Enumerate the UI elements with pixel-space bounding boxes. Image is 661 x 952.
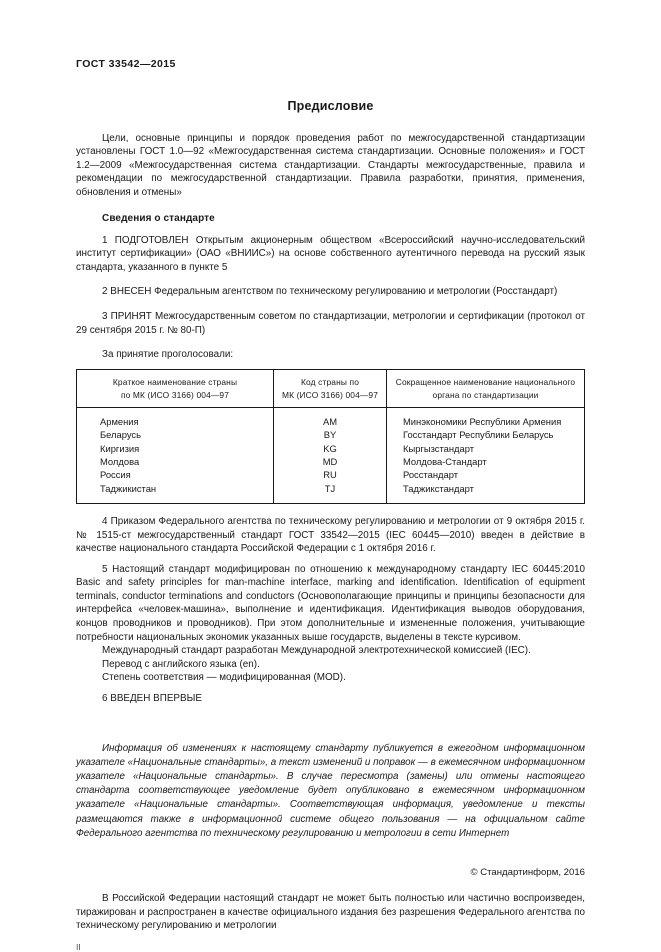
cell-organization-list xyxy=(387,408,585,504)
spacer xyxy=(76,841,585,867)
table-header-row xyxy=(77,370,585,408)
changes-notice: Информация об изменениях к настоящему стандарту публикуется в ежегодном информационном указателе «Национальные стандарты», а текст изменений и поправок — в ежемесячном информационном указателе «Национальные стандарты». В случае пересмотра (замены) или отмены настоящего стандарта соответствующее уведомление будет опубликовано в ежемесячном информационном указателе «Национальные стандарты». Соответствующая информация, уведомление и тексты размещаются также в информационной системе общего пользования — на официальном сайте Федерального агентства по техническому регулированию и метрологии в сети Интернет xyxy=(76,742,585,839)
country-name: Молдова xyxy=(100,456,140,468)
column-header-organization-line2: органа по стандартизации xyxy=(432,389,539,400)
country-name: Киргизия xyxy=(100,442,140,454)
standard-info-item-3: 3 ПРИНЯТ Межгосударственным советом по стандартизации, метрологии и сертификации (протокол от 29 сентября 2015 г. № 80-П) xyxy=(76,310,585,336)
country-code: AM xyxy=(322,416,338,428)
reproduction-notice: В Российской Федерации настоящий стандарт не может быть полностью или частично воспроизведен, тиражирован и распространен в качестве официального издания без разрешения Федерального агентства по техническому регулированию и метрологии xyxy=(76,893,585,932)
country-code: MD xyxy=(322,456,338,468)
column-header-code xyxy=(274,370,387,408)
organization-name: Молдова-Стандарт xyxy=(403,456,487,468)
spacer xyxy=(76,504,585,515)
table-row xyxy=(77,408,585,504)
running-head: ГОСТ 33542—2015 xyxy=(76,58,176,70)
column-header-code-line2: МК (ИСО 3166) 004—97 xyxy=(281,389,379,400)
spacer xyxy=(76,878,585,892)
page-number: II xyxy=(76,941,81,952)
provision-item-5-note-1: Международный стандарт разработан Международной электротехнической комиссией (IEC). xyxy=(102,645,531,657)
country-code: KG xyxy=(323,442,337,454)
country-name: Таджикистан xyxy=(100,482,157,494)
organization-name: Кыргызстандарт xyxy=(403,442,475,454)
column-header-country-line1: Краткое наименование страны xyxy=(112,377,238,388)
column-header-country-line2: по МК (ИСО 3166) 004—97 xyxy=(120,389,230,400)
organization-name: Минэкономики Республики Армения xyxy=(403,416,562,428)
provision-item-6: 6 ВВЕДЕН ВПЕРВЫЕ xyxy=(102,693,202,705)
standard-info-item-2: 2 ВНЕСЕН Федеральным агентством по техническому регулированию и метрологии (Росстандарт) xyxy=(102,286,558,298)
country-code: BY xyxy=(323,429,337,441)
spacer xyxy=(76,933,585,942)
organization-list xyxy=(387,408,584,503)
provision-item-5-note-3: Степень соответствия — модифицированная (MOD). xyxy=(102,672,346,684)
column-header-country xyxy=(77,370,274,408)
organization-name: Госстандарт Республики Беларусь xyxy=(403,429,554,441)
country-code: TJ xyxy=(324,482,336,494)
provision-item-5-note-2: Перевод с английского языка (en). xyxy=(102,658,260,670)
voting-countries-table xyxy=(76,369,585,504)
page-title: Предисловие xyxy=(287,98,374,113)
column-header-code-line1: Код страны по xyxy=(300,377,360,388)
country-list xyxy=(77,408,273,503)
organization-name: Таджикстандарт xyxy=(403,482,474,494)
copyright-line: © Стандартинформ, 2016 xyxy=(470,867,585,879)
country-name: Беларусь xyxy=(100,429,142,441)
code-list xyxy=(274,408,386,503)
column-header-organization xyxy=(387,370,585,408)
column-header-organization-line1: Сокращенное наименование национального xyxy=(395,377,576,388)
country-code: RU xyxy=(323,469,337,481)
vote-lead-in: За принятие проголосовали: xyxy=(102,349,234,361)
table-header xyxy=(77,370,585,408)
section-heading-standard-info: Сведения о стандарте xyxy=(102,212,215,224)
organization-name: Росстандарт xyxy=(403,469,458,481)
country-name: Армения xyxy=(100,416,139,428)
spacer xyxy=(76,706,585,742)
cell-code-list xyxy=(274,408,387,504)
table-body xyxy=(77,408,585,504)
provision-item-5: 5 Настоящий стандарт модифицирован по отношению к международному стандарту IEC 60445:2010 Basic and safety principles for man-machine interface, marking and identification. Identification of equipment terminals, conductor terminations and conductors (Основополагающие принципы и принципы безопасности для интерфейса «человек-машина», выполнение и идентификация. Идентификация выводов оборудования, концов проводников и проводников). При этом дополнительные и измененные положения, учитывающие потребности национальных экономик указанных выше государств, выделены в тексте курсивом. xyxy=(76,563,585,643)
page-content xyxy=(76,58,585,952)
country-name: Россия xyxy=(100,469,131,481)
provision-item-4: 4 Приказом Федерального агентства по техническому регулированию и метрологии от 9 октября 2015 г. № 1515-ст межгосударственный стандарт ГОСТ 33542—2015 (IEC 60445—2010) введен в действие в качестве национального стандарта Российской Федерации с 1 октября 2016 г. xyxy=(76,515,585,555)
intro-paragraph: Цели, основные принципы и порядок проведения работ по межгосударственной стандартизации установлены ГОСТ 1.0—92 «Межгосударственная система стандартизации. Основные положения» и ГОСТ 1.2—2009 «Межгосударственная система стандартизации. Стандарты межгосударственные, правила и рекомендации по межгосударственной стандартизации. Правила разработки, принятия, применения, обновления и отмены» xyxy=(76,132,585,198)
cell-country-list xyxy=(77,408,274,504)
standard-info-item-1: 1 ПОДГОТОВЛЕН Открытым акционерным обществом «Всероссийский научно-исследовательский институт сертификации» (ОАО «ВНИИС») на основе собственного аутентичного перевода на русский язык стандарта, указанного в пункте 5 xyxy=(76,234,585,273)
